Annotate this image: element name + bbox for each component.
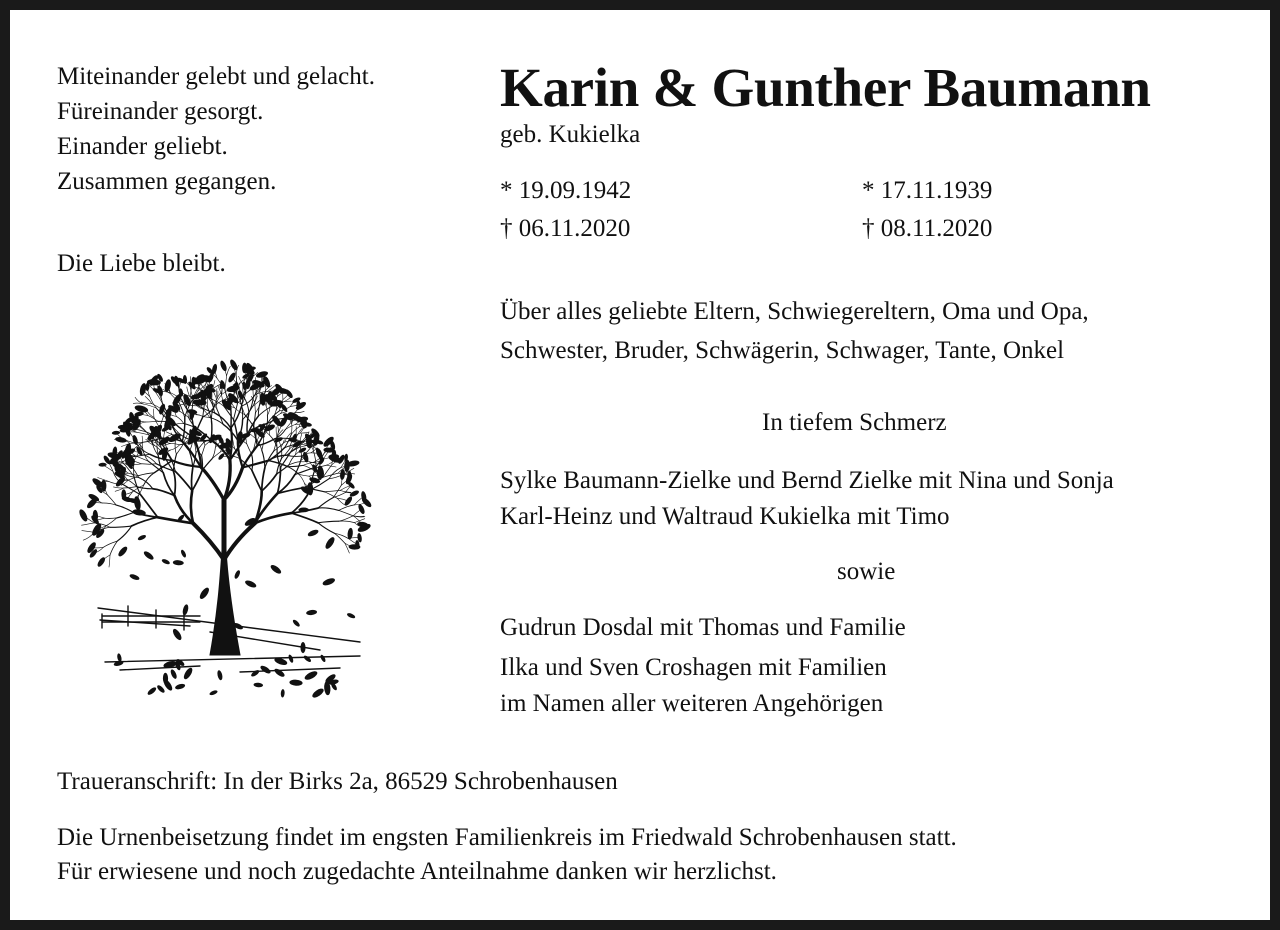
karin-birth-date: * 19.09.1942 xyxy=(500,177,632,204)
gunther-death-date: † 08.11.2020 xyxy=(862,215,993,242)
poem-line: Füreinander gesorgt. xyxy=(57,98,264,125)
also-line: sowie xyxy=(837,558,896,585)
relations-line: Schwester, Bruder, Schwägerin, Schwager, Tante, Onkel xyxy=(500,337,1065,364)
others-line: Ilka und Sven Croshagen mit Familien xyxy=(500,654,887,681)
poem-line: Zusammen gegangen. xyxy=(57,168,277,195)
karin-death-date: † 06.11.2020 xyxy=(500,215,631,242)
tree-with-falling-leaves-icon xyxy=(60,310,375,715)
names-title: Karin & Gunther Baumann xyxy=(500,57,1151,118)
others-line: Gudrun Dosdal mit Thomas und Familie xyxy=(500,614,906,641)
gunther-birth-date: * 17.11.1939 xyxy=(862,177,993,204)
maiden-name: geb. Kukielka xyxy=(500,121,641,148)
relations-line: Über alles geliebte Eltern, Schwiegereltern, Oma und Opa, xyxy=(500,298,1089,325)
poem xyxy=(57,60,375,200)
info-line: Für erwiesene und noch zugedachte Anteilnahme danken wir herzlichst. xyxy=(57,858,777,885)
poem-line: Miteinander gelebt und gelacht. xyxy=(57,63,375,90)
poem-line: Einander geliebt. xyxy=(57,133,228,160)
grief-line: In tiefem Schmerz xyxy=(762,409,947,436)
info-line: Die Urnenbeisetzung findet im engsten Familienkreis im Friedwald Schrobenhausen statt. xyxy=(57,824,957,851)
others-line: im Namen aller weiteren Angehörigen xyxy=(500,690,884,717)
family-line: Sylke Baumann-Zielke und Bernd Zielke mit Nina und Sonja xyxy=(500,467,1114,494)
poem-closing: Die Liebe bleibt. xyxy=(57,250,226,277)
family-line: Karl-Heinz und Waltraud Kukielka mit Timo xyxy=(500,503,950,530)
mourning-address: Traueranschrift: In der Birks 2a, 86529 Schrobenhausen xyxy=(57,768,618,795)
